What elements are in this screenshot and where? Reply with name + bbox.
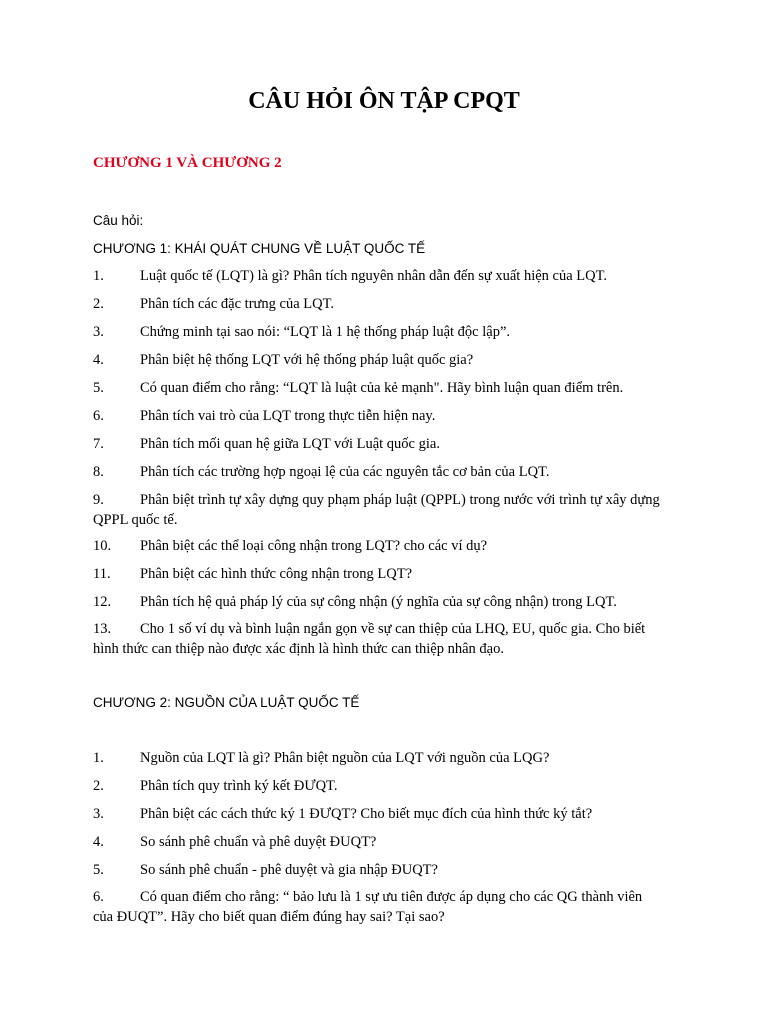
- question-number: 3.: [93, 324, 104, 340]
- question-number: 13.: [93, 621, 112, 637]
- question-number: 3.: [93, 806, 104, 822]
- question-number: 7.: [93, 436, 104, 452]
- question-number: 6.: [93, 408, 104, 424]
- question-text: Phân tích các trường hợp ngoại lệ của các nguyên tắc cơ bản của LQT.: [140, 464, 550, 480]
- question-item: [93, 462, 663, 482]
- question-number: 6.: [93, 889, 104, 905]
- question-item: [93, 776, 663, 796]
- question-text: Luật quốc tế (LQT) là gì? Phân tích nguyên nhân dẫn đến sự xuất hiện của LQT.: [140, 268, 608, 284]
- question-number: 2.: [93, 296, 104, 312]
- question-number: 4.: [93, 352, 104, 368]
- question-text: So sánh phê chuẩn và phê duyệt ĐUQT?: [140, 834, 377, 850]
- question-item: [93, 406, 663, 426]
- question-text: Phân tích hệ quả pháp lý của sự công nhận (ý nghĩa của sự công nhận) trong LQT.: [140, 594, 617, 610]
- chapter1-title: CHƯƠNG 1: KHÁI QUÁT CHUNG VỀ LUẬT QUỐC TẾ: [93, 241, 426, 256]
- question-item: [93, 350, 663, 370]
- question-number: 2.: [93, 778, 104, 794]
- document-title: CÂU HỎI ÔN TẬP CPQT: [248, 88, 520, 114]
- question-number: 5.: [93, 862, 104, 878]
- chapter2-title: CHƯƠNG 2: NGUỒN CỦA LUẬT QUỐC TẾ: [93, 695, 360, 710]
- question-text: So sánh phê chuẩn - phê duyệt và gia nhập ĐUQT?: [140, 862, 438, 878]
- question-number: 11.: [93, 566, 111, 582]
- question-text: Phân biệt hệ thống LQT với hệ thống pháp luật quốc gia?: [140, 352, 474, 368]
- question-text: Phân tích các đặc trưng của LQT.: [140, 296, 334, 312]
- question-number: 8.: [93, 464, 104, 480]
- question-item: [93, 619, 663, 659]
- question-number: 10.: [93, 538, 112, 554]
- question-text: Phân biệt các cách thức ký 1 ĐƯQT? Cho biết mục đích của hình thức ký tắt?: [140, 806, 593, 822]
- question-item: [93, 860, 663, 880]
- question-item: [93, 266, 663, 286]
- question-item: [93, 804, 663, 824]
- question-text: Phân biệt trình tự xây dựng quy phạm pháp luật (QPPL) trong nước với trình tự xây dựng QPPL quốc tế.: [93, 492, 660, 528]
- question-number: 9.: [93, 492, 104, 508]
- question-text: Phân tích mối quan hệ giữa LQT với Luật quốc gia.: [140, 436, 440, 452]
- question-text: Nguồn của LQT là gì? Phân biệt nguồn của LQT với nguồn của LQG?: [140, 750, 550, 766]
- question-text: Có quan điểm cho rằng: “ bảo lưu là 1 sự ưu tiên được áp dụng cho các QG thành viên của ĐUQT”. Hãy cho biết quan điểm đúng hay sai? Tại sao?: [93, 889, 643, 925]
- question-number: 1.: [93, 268, 104, 284]
- question-item: [93, 294, 663, 314]
- question-item: [93, 887, 663, 927]
- question-item: [93, 434, 663, 454]
- question-item: [93, 536, 663, 556]
- chapter-heading: CHƯƠNG 1 VÀ CHƯƠNG 2: [93, 155, 282, 171]
- question-number: 5.: [93, 380, 104, 396]
- question-item: [93, 832, 663, 852]
- question-item: [93, 322, 663, 342]
- question-item: [93, 490, 663, 530]
- question-item: [93, 564, 663, 584]
- question-number: 12.: [93, 594, 112, 610]
- question-text: Phân biệt các thể loại công nhận trong LQT? cho các ví dụ?: [140, 538, 488, 554]
- question-item: [93, 592, 663, 612]
- questions-label: Câu hỏi:: [93, 213, 144, 228]
- question-number: 4.: [93, 834, 104, 850]
- question-text: Phân tích quy trình ký kết ĐƯQT.: [140, 778, 338, 794]
- question-number: 1.: [93, 750, 104, 766]
- question-item: [93, 748, 663, 768]
- question-text: Phân biệt các hình thức công nhận trong LQT?: [140, 566, 413, 582]
- question-text: Cho 1 số ví dụ và bình luận ngắn gọn về sự can thiệp của LHQ, EU, quốc gia. Cho biết hình thức can thiệp nào được xác định là hình thức can thiệp nhân đạo.: [93, 621, 646, 657]
- question-text: Phân tích vai trò của LQT trong thực tiễn hiện nay.: [140, 408, 436, 424]
- question-text: Chứng minh tại sao nói: “LQT là 1 hệ thống pháp luật độc lập”.: [140, 324, 511, 340]
- question-item: [93, 378, 663, 398]
- question-text: Có quan điểm cho rằng: “LQT là luật của kẻ mạnh". Hãy bình luận quan điểm trên.: [140, 380, 624, 396]
